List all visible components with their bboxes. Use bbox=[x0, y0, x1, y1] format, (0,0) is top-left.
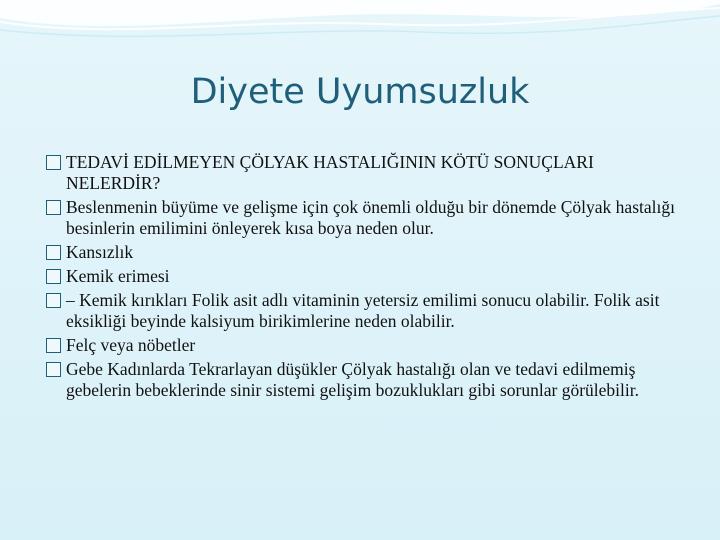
slide-title: Diyete Uyumsuzluk bbox=[190, 72, 530, 112]
bullet-list bbox=[46, 152, 686, 404]
square-bullet-icon bbox=[46, 293, 61, 308]
list-item-text: Felç veya nöbetler bbox=[66, 335, 196, 355]
square-bullet-icon bbox=[46, 200, 61, 215]
list-item bbox=[46, 335, 686, 356]
list-item-text: Kemik erimesi bbox=[66, 266, 170, 286]
list-item bbox=[46, 197, 686, 239]
list-item bbox=[46, 242, 686, 263]
list-item-text: – Kemik kırıkları Folik asit adlı vitaminin yetersiz emilimi sonucu olabilir. Folik asit eksikliği beyinde kalsiyum birikimlerine neden olabilir. bbox=[66, 290, 660, 331]
list-item-text: Gebe Kadınlarda Tekrarlayan düşükler Çölyak hastalığı olan ve tedavi edilmemiş gebelerin bebeklerinde sinir sistemi gelişim bozuklukları gibi sorunlar görülebilir. bbox=[66, 359, 639, 400]
list-item bbox=[46, 152, 686, 194]
list-item-text: Beslenmenin büyüme ve gelişme için çok önemli olduğu bir dönemde Çölyak hastalığı besinlerin emilimini önleyerek kısa boya neden olur. bbox=[66, 197, 675, 238]
square-bullet-icon bbox=[46, 155, 61, 170]
list-item-text: TEDAVİ EDİLMEYEN ÇÖLYAK HASTALIĞININ KÖTÜ SONUÇLARI NELERDİR? bbox=[66, 152, 594, 193]
square-bullet-icon bbox=[46, 269, 61, 284]
list-item bbox=[46, 290, 686, 332]
list-item bbox=[46, 359, 686, 401]
list-item-text: Kansızlık bbox=[66, 242, 134, 262]
wave-decoration bbox=[0, 0, 720, 60]
square-bullet-icon bbox=[46, 338, 61, 353]
square-bullet-icon bbox=[46, 245, 61, 260]
list-item bbox=[46, 266, 686, 287]
square-bullet-icon bbox=[46, 362, 61, 377]
